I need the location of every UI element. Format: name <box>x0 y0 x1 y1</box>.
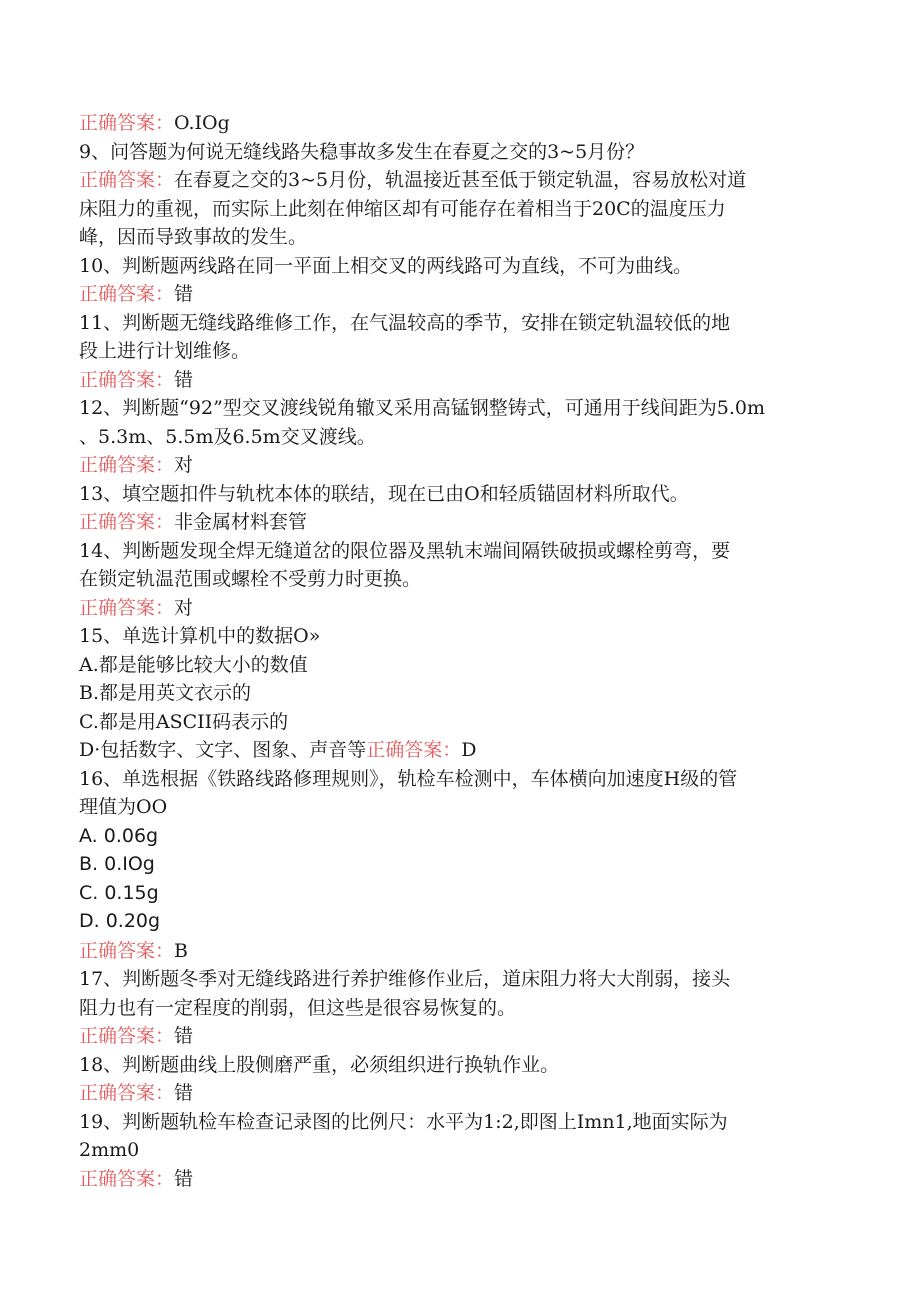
text-line: 2mm0 <box>79 1139 140 1161</box>
text-line: 16、单选根据《铁路线路修理规则》，轨检车检测中，车体横向加速度H级的管 <box>79 767 738 790</box>
text-line: 17、判断题冬季对无缝线路进行养护维修作业后，道床阻力将大大削弱，接头 <box>79 968 731 990</box>
option-line: B. 0.IOg <box>79 853 155 875</box>
answer-value: 非金属材料套管 <box>174 511 308 533</box>
answer-line <box>79 280 193 308</box>
answer-value: B <box>174 939 188 962</box>
answer-line <box>79 508 307 536</box>
option-with-answer <box>79 736 477 764</box>
answer-line <box>79 1022 193 1050</box>
text-line: 阻力也有一定程度的削弱，但这些是很容易恢复的。 <box>79 996 517 1019</box>
text-line: 12、判断题“92”型交叉渡线锐角辙叉采用高锰钢整铸式，可通用于线间距为5.0m <box>79 397 766 419</box>
answer-line <box>79 1165 193 1193</box>
text-line: C.都是用ASCII码表示的 <box>79 710 289 733</box>
text-line: 段上进行计划维修。 <box>79 340 251 362</box>
answer-value: 对 <box>174 596 194 619</box>
answer-value: D <box>461 739 477 761</box>
text-line: 峰，因而导致事故的发生。 <box>79 226 308 248</box>
text-line: 在锁定轨温范围或螺栓不受剪力时更换。 <box>79 568 422 590</box>
text-line: 14、判断题发现全焊无缝道岔的限位器及黑轨末端间隔铁破损或螺栓剪弯，要 <box>79 539 731 562</box>
option-line: A. 0.06g <box>79 824 159 847</box>
answer-line <box>79 166 746 194</box>
text-line: 11、判断题无缝线路维修工作，在气温较高的季节，安排在锁定轨温较低的地 <box>79 311 731 334</box>
text-line: 理值为OO <box>79 796 168 818</box>
option-line: D. 0.20g <box>79 910 161 932</box>
text-line: 、5.3m、5.5m及6.5m交叉渡线。 <box>79 425 376 448</box>
answer-label: 正确答案： <box>79 939 175 962</box>
answer-label: 正确答案： <box>79 511 175 533</box>
answer-label: 正确答案： <box>79 454 175 476</box>
answer-line <box>79 109 230 137</box>
answer-value: 错 <box>174 368 194 391</box>
option-text: D·包括数字、文字、图象、声音等 <box>79 739 367 761</box>
answer-line <box>79 451 193 479</box>
answer-label: 正确答案： <box>79 1025 175 1047</box>
answer-label: 正确答案： <box>79 1082 175 1104</box>
answer-label: 正确答案： <box>79 368 175 391</box>
answer-label: 正确答案： <box>79 112 175 134</box>
answer-value: 错 <box>174 283 194 305</box>
answer-value: 错 <box>174 1025 194 1047</box>
text-line: 19、判断题轨检车检查记录图的比例尺：水平为1:2,即图上Imn1,地面实际为 <box>79 1110 728 1133</box>
answer-line <box>79 1079 193 1107</box>
answer-line <box>79 594 193 622</box>
option-line: C. 0.15g <box>79 881 159 904</box>
answer-value: 错 <box>174 1167 194 1190</box>
answer-label: 正确答案： <box>366 739 462 761</box>
text-line: A.都是能够比较大小的数值 <box>79 653 308 676</box>
answer-line <box>79 366 193 394</box>
answer-label: 正确答案： <box>79 596 175 619</box>
answer-value: 错 <box>174 1082 194 1104</box>
text-line: B.都是用英文衣示的 <box>79 682 252 704</box>
text-line: 床阻力的重视，而实际上此刻在伸缩区却有可能存在着相当于20C的温度压力 <box>79 197 726 220</box>
text-line: 18、判断题曲线上股侧磨严重，必须组织进行换轨作业。 <box>79 1053 560 1076</box>
answer-line <box>79 937 188 965</box>
answer-value: O.IOg <box>174 112 230 134</box>
answer-label: 正确答案： <box>79 1167 175 1190</box>
answer-value: 对 <box>174 454 194 476</box>
answer-value: 在春夏之交的3~5月份，轨温接近甚至低于锁定轨温，容易放松对道 <box>174 169 747 191</box>
answer-label: 正确答案： <box>79 169 175 191</box>
text-line: 10、判断题两线路在同一平面上相交叉的两线路可为直线，不可为曲线。 <box>79 254 693 277</box>
answer-label: 正确答案： <box>79 283 175 305</box>
text-line: 9、问答题为何说无缝线路失稳事故多发生在春夏之交的3~5月份？ <box>79 140 645 163</box>
text-line: 15、单选计算机中的数据O» <box>79 625 321 647</box>
text-line: 13、填空题扣件与轨枕本体的联结，现在已由O和轻质锚固材料所取代。 <box>79 482 689 505</box>
